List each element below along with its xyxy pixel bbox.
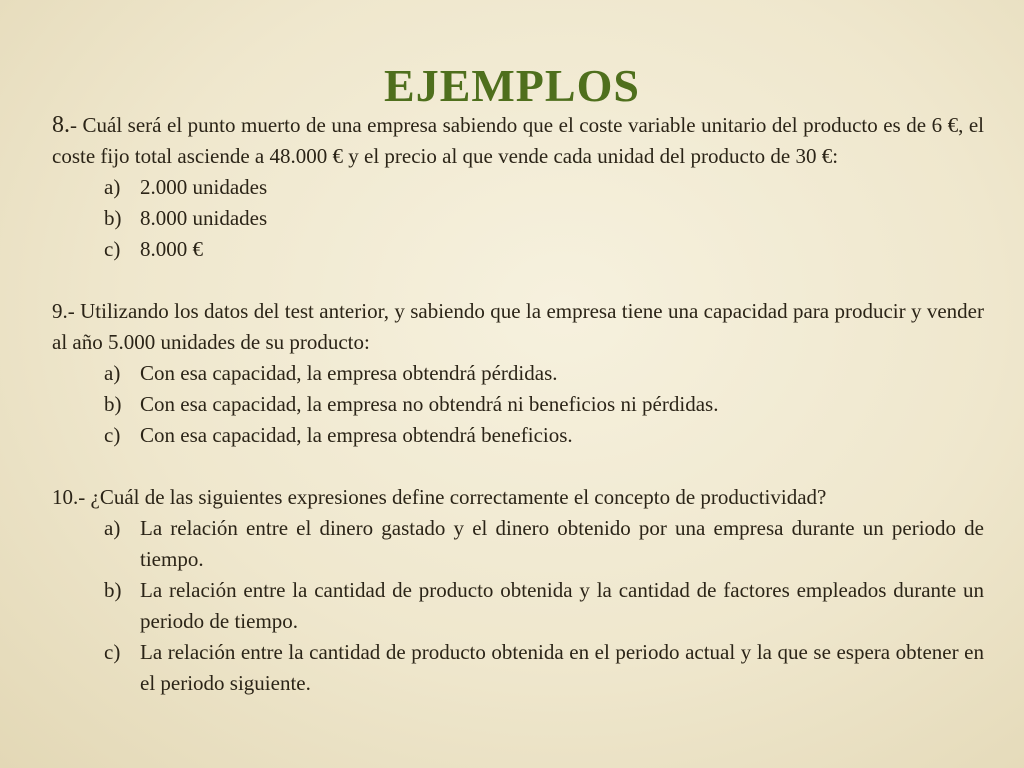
option-text: 8.000 unidades <box>140 206 268 230</box>
question-number: 8. <box>52 112 70 138</box>
option-letter: b) <box>104 578 122 602</box>
option-c <box>52 234 984 265</box>
options-list <box>52 172 984 265</box>
slide-title: EJEMPLOS <box>384 59 640 111</box>
option-letter: b) <box>104 392 122 416</box>
question-9 <box>52 296 984 451</box>
option-text: Con esa capacidad, la empresa obtendrá pérdidas. <box>140 361 558 385</box>
option-letter: c) <box>104 640 121 664</box>
options-list <box>52 513 984 699</box>
option-letter: c) <box>104 237 121 261</box>
option-text: Con esa capacidad, la empresa no obtendrá ni beneficios ni pérdidas. <box>140 392 719 416</box>
option-text: La relación entre la cantidad de producto obtenida y la cantidad de factores empleados durante un periodo de tiempo. <box>140 578 984 633</box>
option-letter: a) <box>104 361 121 385</box>
option-text: La relación entre la cantidad de producto obtenida en el periodo actual y la que se espera obtener en el periodo siguiente. <box>140 640 984 695</box>
option-b <box>52 389 984 420</box>
option-a <box>52 358 984 389</box>
option-b <box>52 203 984 234</box>
question-stem <box>52 296 984 358</box>
option-text: La relación entre el dinero gastado y el dinero obtenido por una empresa durante un periodo de tiempo. <box>140 516 984 571</box>
option-a <box>52 172 984 203</box>
option-letter: c) <box>104 423 121 447</box>
question-number: 10. <box>52 485 79 509</box>
option-letter: a) <box>104 175 121 199</box>
option-a <box>52 513 984 575</box>
option-text: Con esa capacidad, la empresa obtendrá beneficios. <box>140 423 573 447</box>
option-c <box>52 420 984 451</box>
option-letter: a) <box>104 516 121 540</box>
option-text: 2.000 unidades <box>140 175 268 199</box>
question-stem <box>52 482 984 513</box>
options-list <box>52 358 984 451</box>
option-text: 8.000 € <box>140 237 203 261</box>
option-c <box>52 637 984 699</box>
question-10 <box>52 482 984 699</box>
question-text: - ¿Cuál de las siguientes expresiones define correctamente el concepto de productividad? <box>78 485 827 509</box>
question-number: 9. <box>52 299 68 323</box>
question-8 <box>52 110 984 265</box>
option-letter: b) <box>104 206 122 230</box>
question-stem <box>52 110 984 172</box>
question-text: - Utilizando los datos del test anterior, y sabiendo que la empresa tiene una capacidad para producir y vender al año 5.000 unidades de su producto: <box>52 299 984 354</box>
option-b <box>52 575 984 637</box>
slide-content <box>52 110 984 699</box>
question-text: - Cuál será el punto muerto de una empresa sabiendo que el coste variable unitario del producto es de 6 €, el coste fijo total asciende a 48.000 € y el precio al que vende cada unidad del producto de 30 €: <box>52 113 984 168</box>
